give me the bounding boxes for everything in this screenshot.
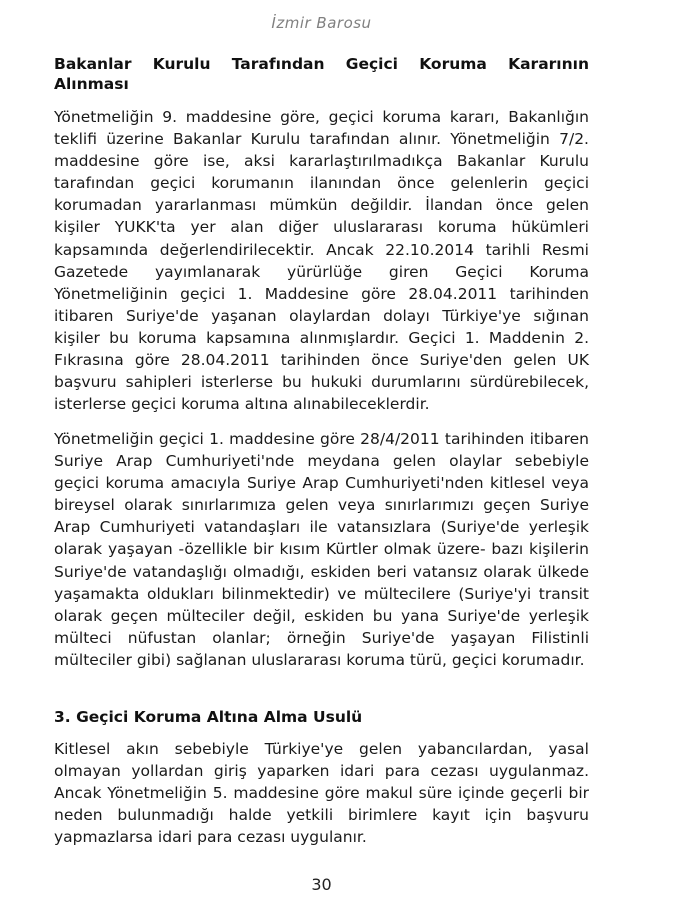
document-page (54, 0, 589, 917)
running-header: İzmir Barosu (271, 14, 372, 32)
page-number: 30 (311, 875, 332, 894)
body-paragraph: Kitlesel akın sebebiyle Türkiye'ye gelen yabancılardan, yasal olmayan yollardan giriş yaparken idari para cezası uygulanmaz. Ancak Yönetmeliğin 5. maddesine göre makul süre içinde geçerli bir neden bulunmadığı halde yetkili birimlere kayıt için başvuru yapmazlarsa idari para cezası uygulanır. (54, 740, 589, 847)
section-heading: 3. Geçici Koruma Altına Alma Usulü (54, 708, 363, 726)
section-heading: Bakanlar Kurulu Tarafından Geçici Koruma Kararının Alınması (54, 55, 589, 93)
body-paragraph: Yönetmeliğin 9. maddesine göre, geçici koruma kararı, Bakanlığın teklifi üzerine Bakanlar Kurulu tarafından alınır. Yönetmeliğin 7/2. maddesine göre ise, aksi kararlaştırılmadıkça Bakanlar Kurulu tarafından geçici korumanın ilanından önce gelenlerin geçici korumadan yararlanması mümkün değildir. İlandan önce gelen kişiler YUKK'ta yer alan diğer uluslararası koruma hükümleri kapsamında değerlendirilecektir. Ancak 22.10.2014 tarihli Resmi Gazetede yayımlanarak yürürlüğe giren Geçici Koruma Yönetmeliğinin geçici 1. Maddesine göre 28.04.2011 tarihinden itibaren Suriye'de yaşanan olaylardan dolayı Türkiye'ye sığınan kişiler bu koruma kapsamına alınmışlardır. Geçici 1. Maddenin 2. Fıkrasına göre 28.04.2011 tarihinden önce Suriye'den gelen UK başvuru sahipleri isterlerse bu hukuki durumlarını sürdürebilecek, isterlerse geçici koruma altına alınabileceklerdir. (54, 108, 589, 414)
body-paragraph: Yönetmeliğin geçici 1. maddesine göre 28/4/2011 tarihinden itibaren Suriye Arap Cumhuriyeti'nde meydana gelen olaylar sebebiyle geçici koruma amacıyla Suriye Arap Cumhuriyeti'nden kitlesel veya bireysel olarak sınırlarımıza gelen veya sınırlarımızı geçen Suriye Arap Cumhuriyeti vatandaşları ile vatansızlara (Suriye'de yerleşik olarak yaşayan -özellikle bir kısım Kürtler olmak üzere- bazı kişilerin Suriye'de vatandaşlığı olmadığı, eskiden beri vatansız olarak ülkede yaşamakta oldukları bilinmektedir) ve mültecilere (Suriye'yi transit olarak geçen mülteciler değil, eskiden bu yana Suriye'de yerleşik mülteci nüfustan olanlar; örneğin Suriye'de yaşayan Filistinli mülteciler gibi) sağlanan uluslararası koruma türü, geçici korumadır. (54, 430, 589, 669)
